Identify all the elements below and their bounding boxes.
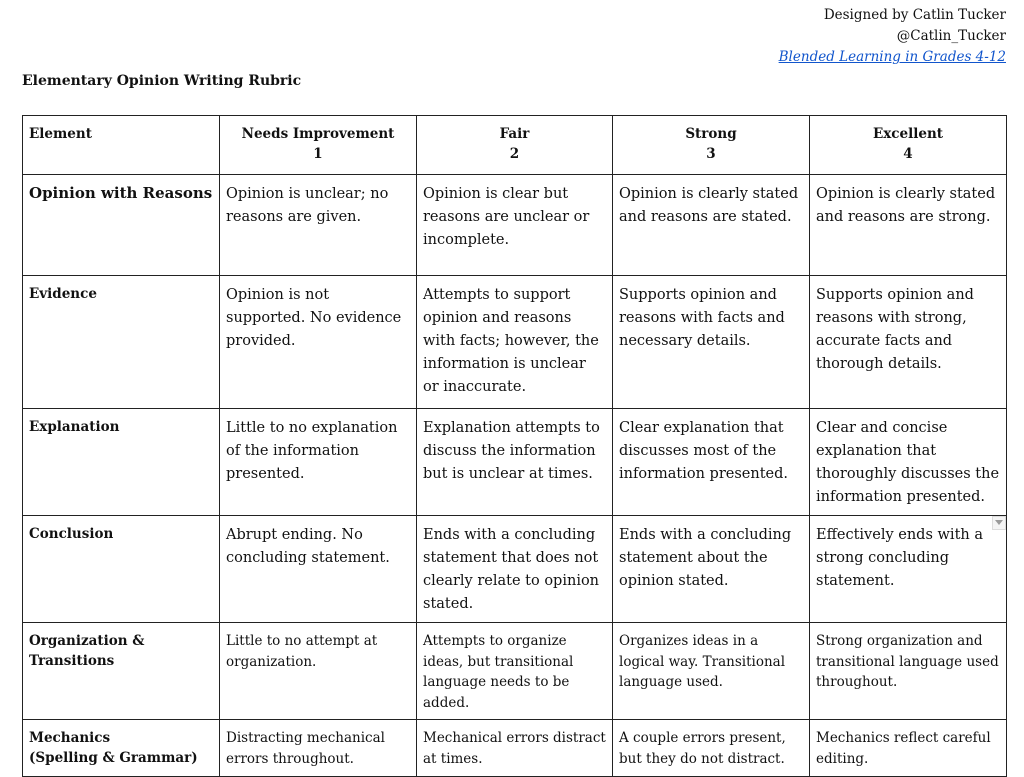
level-name: Needs Improvement <box>241 126 395 142</box>
table-cell[interactable]: Little to no attempt at organization. <box>220 623 417 720</box>
element-line: Mechanics <box>29 730 111 746</box>
table-cell[interactable]: Opinion is not supported. No evidence provided. <box>220 276 417 409</box>
level-name: Fair <box>499 126 530 142</box>
table-cell[interactable]: Opinion is clearly stated and reasons are stated. <box>613 175 810 276</box>
table-cell[interactable]: Opinion is clearly stated and reasons are strong. <box>810 175 1007 276</box>
row-element-mechanics <box>23 720 220 777</box>
table-cell[interactable]: Ends with a concluding statement about the opinion stated. <box>613 516 810 623</box>
table-cell[interactable]: Opinion is unclear; no reasons are given. <box>220 175 417 276</box>
level-score: 2 <box>509 146 520 162</box>
row-element-explanation: Explanation <box>23 409 220 516</box>
level-score: 1 <box>313 146 323 162</box>
table-cell[interactable]: Opinion is clear but reasons are unclear or incomplete. <box>417 175 613 276</box>
table-cell[interactable]: Little to no explanation of the information presented. <box>220 409 417 516</box>
table-cell[interactable]: Clear and concise explanation that thoroughly discusses the information presented. <box>810 409 1007 516</box>
page-title: Elementary Opinion Writing Rubric <box>22 73 302 89</box>
table-cell[interactable]: Distracting mechanical errors throughout. <box>220 720 417 777</box>
table-row <box>23 720 1007 777</box>
header-needs-improvement <box>220 116 417 175</box>
credit-handle: @Catlin_Tucker <box>896 28 1006 44</box>
table-row <box>23 175 1007 276</box>
credit-designer: Designed by Catlin Tucker <box>823 7 1006 23</box>
table-cell[interactable]: Supports opinion and reasons with facts and necessary details. <box>613 276 810 409</box>
header-row <box>23 116 1007 175</box>
table-cell[interactable]: Organizes ideas in a logical way. Transitional language used. <box>613 623 810 720</box>
credit-block <box>779 5 1006 68</box>
table-row <box>23 516 1007 623</box>
table-row <box>23 623 1007 720</box>
chevron-down-icon <box>995 520 1003 525</box>
table-row <box>23 409 1007 516</box>
table-cell[interactable]: A couple errors present, but they do not distract. <box>613 720 810 777</box>
table-row <box>23 276 1007 409</box>
table-cell[interactable]: Mechanics reflect careful editing. <box>810 720 1007 777</box>
row-element-conclusion: Conclusion <box>23 516 220 623</box>
header-element: Element <box>23 116 220 175</box>
header-fair <box>417 116 613 175</box>
element-line: (Spelling & Grammar) <box>29 750 198 766</box>
level-name: Excellent <box>872 126 944 142</box>
header-strong <box>613 116 810 175</box>
level-name: Strong <box>685 126 737 142</box>
table-cell[interactable]: Clear explanation that discusses most of the information presented. <box>613 409 810 516</box>
cell-text: Effectively ends with a strong concluding statement. <box>816 527 983 589</box>
row-element-opinion: Opinion with Reasons <box>23 175 220 276</box>
table-cell-with-menu[interactable] <box>810 516 1007 623</box>
rubric-table <box>22 115 1007 777</box>
table-cell[interactable]: Ends with a concluding statement that does not clearly relate to opinion stated. <box>417 516 613 623</box>
row-element-evidence: Evidence <box>23 276 220 409</box>
table-cell[interactable]: Attempts to organize ideas, but transitional language needs to be added. <box>417 623 613 720</box>
level-score: 3 <box>706 146 716 162</box>
table-cell[interactable]: Strong organization and transitional language used throughout. <box>810 623 1007 720</box>
header-excellent <box>810 116 1007 175</box>
table-cell[interactable]: Attempts to support opinion and reasons with facts; however, the information is unclear or inaccurate. <box>417 276 613 409</box>
table-cell[interactable]: Mechanical errors distract at times. <box>417 720 613 777</box>
row-element-organization: Organization & Transitions <box>23 623 220 720</box>
cell-menu-button[interactable] <box>992 516 1006 530</box>
table-cell[interactable]: Explanation attempts to discuss the information but is unclear at times. <box>417 409 613 516</box>
table-cell[interactable]: Supports opinion and reasons with strong, accurate facts and thorough details. <box>810 276 1007 409</box>
book-link[interactable]: Blended Learning in Grades 4-12 <box>778 49 1006 65</box>
level-score: 4 <box>903 146 913 162</box>
table-cell[interactable]: Abrupt ending. No concluding statement. <box>220 516 417 623</box>
